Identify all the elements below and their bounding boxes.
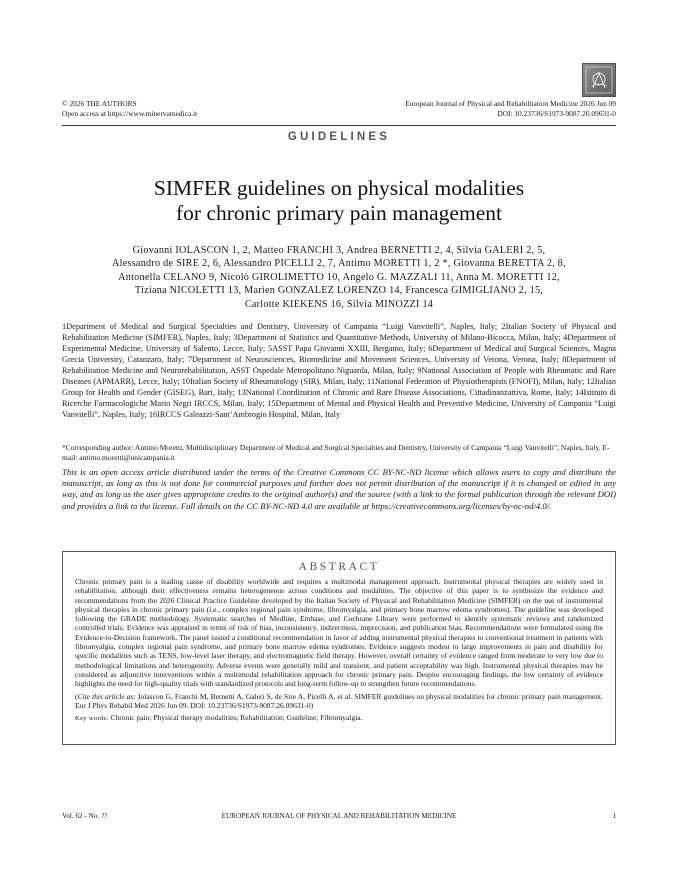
keywords <box>75 713 603 723</box>
abstract-box <box>62 551 616 745</box>
author-list <box>62 244 616 311</box>
journal-logo-icon <box>582 63 616 97</box>
footer-page-number: 1 <box>612 812 616 820</box>
section-label: GUIDELINES <box>287 131 391 143</box>
title-line-1: SIMFER guidelines on physical modalities <box>153 176 525 200</box>
header-left <box>62 99 197 118</box>
footer-journal: EUROPEAN JOURNAL OF PHYSICAL AND REHABILITATION MEDICINE <box>221 812 457 820</box>
citation <box>75 692 603 711</box>
footer-volume: Vol. 62 - No. ?? <box>62 812 108 820</box>
author-line: Giovanni IOLASCON 1, 2, Matteo FRANCHI 3, Andrea BERNETTI 2, 4, Silvia GALERI 2, 5, <box>132 245 546 256</box>
doi-text: DOI: 10.23736/S1973-9087.26.09631-0 <box>497 108 616 118</box>
keywords-text: Chronic pain; Physical therapy modalities; Rehabilitation; Guideline; Fibromyalgia. <box>110 713 363 723</box>
license-notice: This is an open access article distributed under the terms of the Creative Commons CC BY-NC-ND license which allows users to copy and distribute the manuscript, as long as this is not done for commercial purposes and further does not permit distribution of the manuscript if it is changed or edited in any way, and as long as the user gives appropriate credits to the original author(s) and the source (with a link to the formal publication through the relevant DOI) and provides a link to the license. Full details on the CC BY-NC-ND 4.0 are available at https://creativecommons.org/licenses/by-nc-nd/4.0/. <box>62 467 616 511</box>
author-line: Carlotte KIEKENS 16, Silvia MINOZZI 14 <box>244 298 434 310</box>
header-right <box>405 99 616 118</box>
article-title <box>62 176 616 226</box>
affiliations: 1Department of Medical and Surgical Specialties and Dentistry, University of Campania “Luigi Vanvitelli”, Naples, Italy; 2Italian Society of Physical and Rehabilitation Medicine (SIMFER), Naples, Italy; 3Department of Statistics and Quantitative Methods, University of Milano-Bicocca, Milan, Italy; 4Department of Experimental Medicine, University of Salento, Lecce, Italy; 5ASST Papa Giovanni XXIII, Bergamo, Italy; 6Department of Medical and Surgical Sciences, Magna Grecia University, Catanzaro, Italy; 7Department of Neurosciences, Biomedicine and Movement Sciences, University of Verona, Verona, Italy; 8Department of Rehabilitation Medicine and Neurorehabilitation, ASST Ospedale Metropolitano Niguarda, Milan, Italy; 9National Association of People with Rheumatic and Rare Diseases (APMARR), Lecce, Italy; 10Italian Society of Rheumatology (SIR), Milan, Italy; 11National Federation of Physiotherapists (FNOFI), Milan, Italy; 12Italian Group for Health and Gender (GISEG), Bari, Italy; 13National Coordination of Chronic and Rare Disease Associations, Cittadinanzattiva, Rome, Italy; 14Istituto di Ricerche Farmacologiche Mario Negri IRCCS, Milan, Italy; 15Department of Mental and Physical Health and Preventive Medicine, University of Campania “Luigi Vanvitelli”, Naples, Italy; 16IRCCS Galeazzi-Sant’Ambrogio Hospital, Milan, Italy <box>62 322 616 419</box>
citation-open: ( <box>75 691 78 701</box>
abstract-text: Chronic primary pain is a leading cause of disability worldwide and requires a multimodal management approach. Instrumental physical therapies are widely used in rehabilitation, although their effectiveness remains heterogeneous across conditions and modalities. The objective of this paper is to synthesize the evidence and recommendations from the 2026 Clinical Practice Guideline developed by the Italian Society of Physical and Rehabilitation Medicine (SIMFER) on the use of instrumental physical therapies in chronic primary pain (i.e., complex regional pain syndrome, fibromyalgia, and primary bone marrow edema syndromes). The guideline was developed following the GRADE methodology. Systematic searches of Medline, Embase, and Cochrane Library were performed to identify systematic reviews and randomized controlled trials. Evidence was appraised in terms of risk of bias, inconsistency, indirectness, imprecision, and publication bias. Recommendations were formulated using the Evidence-to-Decision framework. The panel issued a conditional recommendation in favor of adding instrumental physical therapies to conventional treatment in patients with fibromyalgia, complex regional pain syndrome, and primary bone marrow edema syndromes. Evidence suggests modest to large improvements in pain and disability for specific modalities such as TENS, low-level laser therapy, and electromagnetic field therapy. However, overall certainty of evidence ranged from moderate to very low due to methodological limitations and heterogeneity. Adverse events were generally mild and transient, and patient acceptability was high. Instrumental physical therapies may be considered as adjunctive interventions within a multimodal rehabilitation approach for chronic primary pain. Despite encouraging findings, the low certainty of evidence highlights the need for high-quality trials with standardized protocols and long-term follow-up to strengthen future recommendations. <box>75 577 603 689</box>
open-access-text: Open access at https://www.minervamedica.it <box>62 108 198 118</box>
keywords-label: Key words: <box>75 715 109 723</box>
header-divider <box>62 125 616 126</box>
citation-text: Iolascon G, Franchi M, Bernetti A, Galeri S, de Sire A, Picelli A, et al. SIMFER guidelines on physical modalities for chronic primary pain management. Eur J Phys Rehabil Med 2026 Jun 09. DOI: 10.23736/S1973-9087.26.09631-0) <box>75 691 603 710</box>
abstract-heading: ABSTRACT <box>298 561 380 573</box>
title-line-2: for chronic primary pain management <box>176 201 502 225</box>
author-line: Antonella CELANO 9, Nicolò GIROLIMETTO 10, Angelo G. MAZZALI 11, Anna M. MORETTI 12, <box>118 271 560 283</box>
abstract-body <box>75 577 603 723</box>
copyright-text: © 2026 THE AUTHORS <box>62 99 137 108</box>
citation-label: Cite this article as: <box>77 691 136 701</box>
author-line: Tiziana NICOLETTI 13, Marien GONZALEZ LORENZO 14, Francesca GIMIGLIANO 2, 15, <box>134 285 544 297</box>
author-line: Alessandro de SIRE 2, 6, Alessandro PICELLI 2, 7, Antimo MORETTI 1, 2 *, Giovanna BERETTA 2, 8, <box>112 258 566 270</box>
corresponding-author: *Corresponding author: Antimo Moretti, Multidisciplinary Department of Medical and Surgical Specialties and Dentistry, University of Campania “Luigi Vanvitelli”, Naples, Italy. E-mail: antimo.moretti@unicampania.it <box>62 443 610 462</box>
journal-issue-text: European Journal of Physical and Rehabilitation Medicine 2026 Jun 09 <box>405 99 616 108</box>
